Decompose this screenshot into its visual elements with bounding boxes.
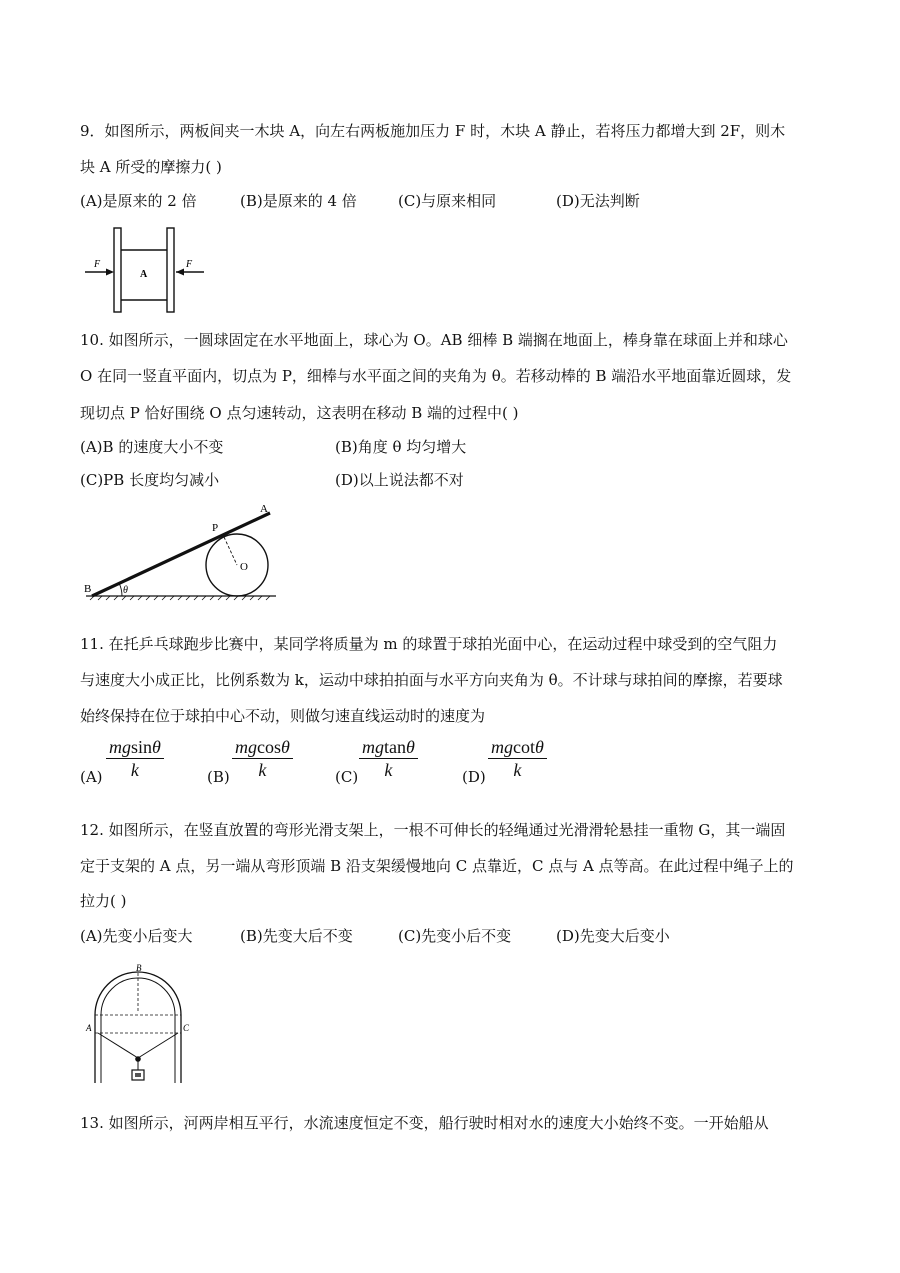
q12-option-c: (C)先变小后不变 xyxy=(398,927,512,945)
q10-figure-rod-sphere xyxy=(80,500,280,608)
q12-text-line-1: 12. 如图所示，在竖直放置的弯形光滑支架上，一根不可伸长的轻绳通过光滑滑轮悬挂一重物 G，其一端固 xyxy=(80,821,786,839)
label-b: B xyxy=(136,963,142,973)
q11-option-a-letter: (A) xyxy=(80,768,103,786)
right-plate xyxy=(167,228,174,312)
q10-option-b: (B)角度 θ 均匀增大 xyxy=(335,438,467,456)
q9-option-c: (C)与原来相同 xyxy=(398,192,497,210)
q11-option-a-formula: $\frac{mgsin\theta}{k}$ xyxy=(106,736,164,781)
label-f-right: F xyxy=(186,259,193,270)
pulley-icon xyxy=(135,1056,141,1062)
q10-option-c: (C)PB 长度均匀减小 xyxy=(80,471,220,489)
q11-option-d-formula: $\frac{mgcot\theta}{k}$ xyxy=(488,736,547,781)
q10-text-line-2: O 在同一竖直平面内，切点为 P，细棒与水平面之间的夹角为 θ。若移动棒的 B 端沿水平地面靠近圆球，发 xyxy=(80,367,792,385)
q9-option-d: (D)无法判断 xyxy=(556,192,640,210)
force-arrow-right-icon xyxy=(176,269,184,276)
q12-option-a: (A)先变小后变大 xyxy=(80,927,193,945)
q11-option-c-formula: $\frac{mgtan\theta}{k}$ xyxy=(359,736,418,781)
force-arrow-left-icon xyxy=(106,269,114,276)
q9-text-line-1: 9．如图所示，两板间夹一木块 A，向左右两板施加压力 F 时，木块 A 静止，若将压力都增大到 2F，则木 xyxy=(80,122,786,140)
rope-left xyxy=(98,1033,138,1058)
q10-option-d: (D)以上说法都不对 xyxy=(335,471,464,489)
q10-option-a: (A)B 的速度大小不变 xyxy=(80,438,224,456)
q11-text-line-3: 始终保持在位于球拍中心不动，则做匀速直线运动时的速度为 xyxy=(80,707,486,725)
label-block-a: A xyxy=(140,269,148,280)
label-b: B xyxy=(84,583,92,595)
q9-text-line-2: 块 A 所受的摩擦力( ) xyxy=(80,158,222,176)
q13-text-line-1: 13. 如图所示，河两岸相互平行，水流速度恒定不变，船行驶时相对水的速度大小始终不变。一开始船从 xyxy=(80,1114,769,1132)
q12-figure-arch-frame xyxy=(84,962,194,1088)
label-a: A xyxy=(260,503,268,515)
label-p: P xyxy=(212,522,219,534)
q9-option-b: (B)是原来的 4 倍 xyxy=(240,192,357,210)
label-a: A xyxy=(86,1023,92,1033)
rope-right xyxy=(138,1033,178,1058)
q11-option-c-letter: (C) xyxy=(335,768,359,786)
q12-option-b: (B)先变大后不变 xyxy=(240,927,353,945)
label-c: C xyxy=(183,1023,190,1033)
q12-option-d: (D)先变大后变小 xyxy=(556,927,670,945)
q11-option-b-formula: $\frac{mgcos\theta}{k}$ xyxy=(232,736,293,781)
angle-arc xyxy=(119,583,122,596)
q11-text-line-2: 与速度大小成正比，比例系数为 k，运动中球拍拍面与水平方向夹角为 θ。不计球与球拍间的摩擦，若要球 xyxy=(80,671,783,689)
q12-text-line-3: 拉力( ) xyxy=(80,892,127,910)
label-o: O xyxy=(240,561,248,573)
label-theta: θ xyxy=(123,585,128,596)
q11-option-b-letter: (B) xyxy=(207,768,230,786)
radius-op xyxy=(224,537,237,565)
q11-text-line-1: 11. 在托乒乓球跑步比赛中，某同学将质量为 m 的球置于球拍光面中心，在运动过程中球受到的空气阻力 xyxy=(80,635,778,653)
q11-option-d-letter: (D) xyxy=(462,768,486,786)
q9-option-a: (A)是原来的 2 倍 xyxy=(80,192,197,210)
q10-text-line-1: 10. 如图所示，一圆球固定在水平地面上，球心为 O。AB 细棒 B 端搁在地面上，棒身靠在球面上并和球心 xyxy=(80,331,788,349)
label-f-left: F xyxy=(94,259,101,270)
rod-ab xyxy=(92,513,270,596)
q9-figure-plates-block xyxy=(82,225,212,315)
q12-text-line-2: 定于支架的 A 点，另一端从弯形顶端 B 沿支架缓慢地向 C 点靠近，C 点与 A 点等高。在此过程中绳子上的 xyxy=(80,857,794,875)
q10-text-line-3: 现切点 P 恰好围绕 O 点匀速转动，这表明在移动 B 端的过程中( ) xyxy=(80,404,519,422)
left-plate xyxy=(114,228,121,312)
